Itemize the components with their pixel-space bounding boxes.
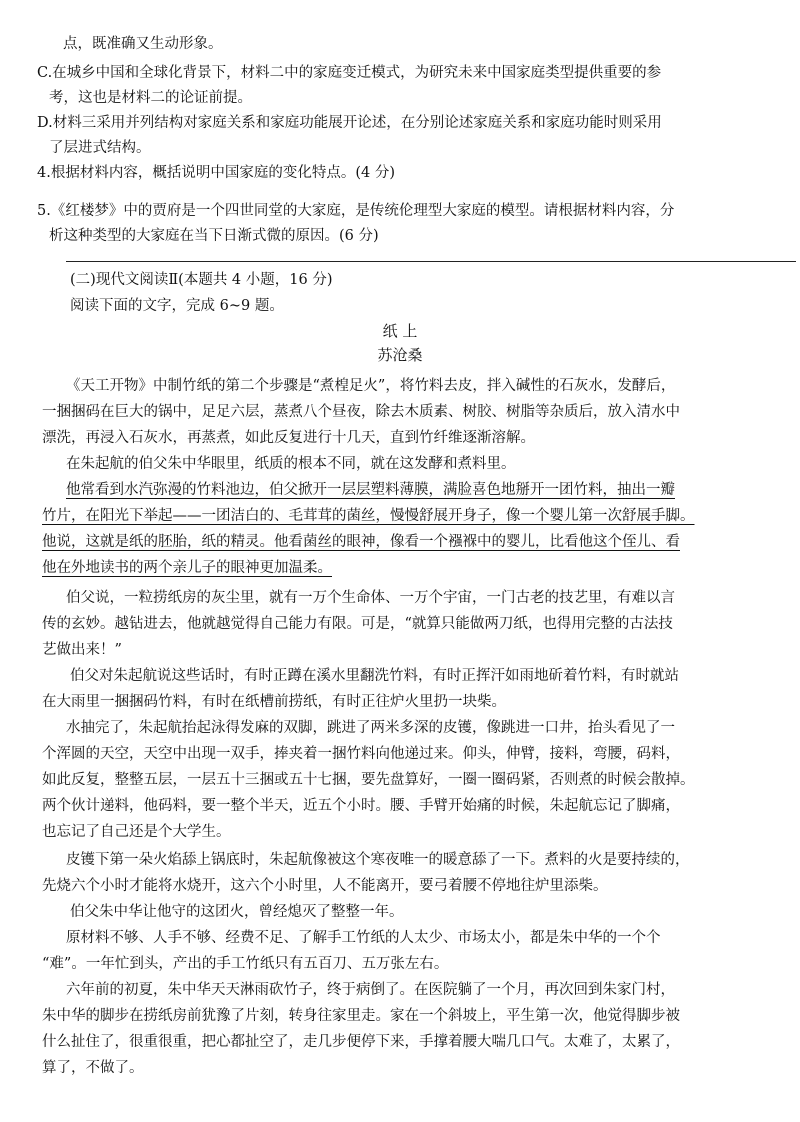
question-5-line1: 5.《红楼梦》中的贾府是一个四世同堂的大家庭，是传统伦理型大家庭的模型。请根据材料内容，分	[37, 203, 675, 219]
paragraph-line: 一捆捆码在巨大的锅中，足足六层，蒸煮八个昼夜，除去木质素、树胶、树脂等杂质后，放入清水中	[42, 404, 680, 420]
option-c-line2: 考，这也是材料二的论证前提。	[49, 90, 252, 106]
article-author: 苏沧桑	[377, 346, 423, 364]
paragraph-line: 传的玄妙。越钻进去，他就越觉得自己能力有限。可是，“就算只能做两刀纸，也得用完整的古法技	[42, 616, 673, 632]
underlined-line: 他在外地读书的两个亲儿子的眼神更加温柔。	[42, 560, 332, 576]
paragraph-line: 伯父朱中华让他守的这团火，曾经熄灭了整整一年。	[70, 904, 404, 920]
paragraph-line: 漂洗，再浸入石灰水，再蒸煮，如此反复进行十几天，直到竹纤维逐渐溶解。	[42, 430, 535, 446]
question-5-line2: 析这种类型的大家庭在当下日渐式微的原因。(6 分)	[49, 228, 379, 244]
question-4: 4.根据材料内容，概括说明中国家庭的变化特点。(4 分)	[37, 165, 395, 181]
section-divider	[66, 261, 796, 262]
option-d-line1: D.材料三采用并列结构对家庭关系和家庭功能展开论述，在分别论述家庭关系和家庭功能时则采用	[37, 115, 662, 131]
paragraph-line: 水抽完了，朱起航抬起泳得发麻的双脚，跳进了两米多深的皮镬，像跳进一口井，抬头看见了一	[66, 720, 675, 736]
paragraph-line: 在朱起航的伯父朱中华眼里，纸质的根本不同，就在这发酵和煮料里。	[66, 456, 516, 472]
option-d-line2: 了层进式结构。	[49, 140, 151, 156]
underlined-line: 他说，这就是纸的胚胎，纸的精灵。他看菌丝的眼神，像看一个襁褓中的婴儿，比看他这个侄儿、看	[42, 534, 680, 550]
paragraph-line: 在大雨里一捆捆码竹料，有时在纸槽前捞纸，有时正往炉火里扔一块柴。	[42, 694, 506, 710]
paragraph-line: 朱中华的脚步在捞纸房前犹豫了片刻，转身往家里走。家在一个斜坡上，平生第一次，他觉得脚步被	[42, 1008, 680, 1024]
paragraph-line: 艺做出来！”	[42, 642, 122, 658]
article-title: 纸 上	[382, 322, 418, 340]
paragraph-line: 皮镬下第一朵火焰舔上锅底时，朱起航像被这个寒夜唯一的暖意舔了一下。煮料的火是要持续的，	[66, 852, 690, 868]
option-b-tail: 点，既准确又生动形象。	[63, 36, 223, 52]
paragraph-line: 伯父对朱起航说这些话时，有时正蹲在溪水里翻洗竹料，有时正挥汗如雨地斫着竹料，有时就站	[70, 668, 679, 684]
paragraph-line: 《天工开物》中制竹纸的第二个步骤是“煮楻足火”，将竹料去皮，拌入碱性的石灰水，发酵后，	[66, 378, 676, 394]
paragraph-line: 如此反复，整整五层，一层五十三捆或五十七捆，要先盘算好，一圈一圈码紧，否则煮的时候会散掉。	[42, 772, 695, 788]
paragraph-line: 两个伙计递料，他码料，要一整个半天，近五个小时。腰、手臂开始痛的时候，朱起航忘记了脚痛，	[42, 798, 680, 814]
underlined-line: 竹片，在阳光下举起——一团洁白的、毛茸茸的菌丝，慢慢舒展开身子，像一个婴儿第一次舒展手脚。	[42, 508, 695, 524]
paragraph-line: 六年前的初夏，朱中华天天淋雨砍竹子，终于病倒了。在医院躺了一个月，再次回到朱家门村，	[66, 982, 675, 998]
paragraph-line: 什么扯住了，很重很重，把心都扯空了，走几步便停下来，手撑着腰大喘几口气。太难了，太累了，	[42, 1034, 680, 1050]
section-heading: (二)现代文阅读Ⅱ(本题共 4 小题，16 分)	[70, 272, 333, 288]
option-c-line1: C.在城乡中国和全球化背景下，材料二中的家庭变迁模式，为研究未来中国家庭类型提供重要的参	[37, 65, 662, 81]
paragraph-line: 伯父说，一粒捞纸房的灰尘里，就有一万个生命体、一万个宇宙，一门古老的技艺里，有难以言	[66, 590, 675, 606]
paragraph-line: 也忘记了自己还是个大学生。	[42, 824, 231, 840]
paragraph-line: 原材料不够、人手不够、经费不足、了解手工竹纸的人太少、市场太小，都是朱中华的一个个	[66, 930, 661, 946]
paragraph-line: “难”。一年忙到头，产出的手工竹纸只有五百刀、五万张左右。	[42, 956, 449, 972]
paragraph-line: 先烧六个小时才能将水烧开，这六个小时里，人不能离开，要弓着腰不停地往炉里添柴。	[42, 878, 608, 894]
paragraph-line: 算了，不做了。	[42, 1060, 144, 1076]
reading-instruction: 阅读下面的文字，完成 6~9 题。	[70, 298, 284, 314]
paragraph-line: 个浑圆的天空，天空中出现一双手，捧夹着一捆竹料向他递过来。仰头，伸臂，接料，弯腰，码料，	[42, 746, 680, 762]
underlined-line: 他常看到水汽弥漫的竹料池边，伯父掀开一层层塑料薄膜，满脸喜色地掰开一团竹料，抽出一瓣	[66, 482, 675, 498]
